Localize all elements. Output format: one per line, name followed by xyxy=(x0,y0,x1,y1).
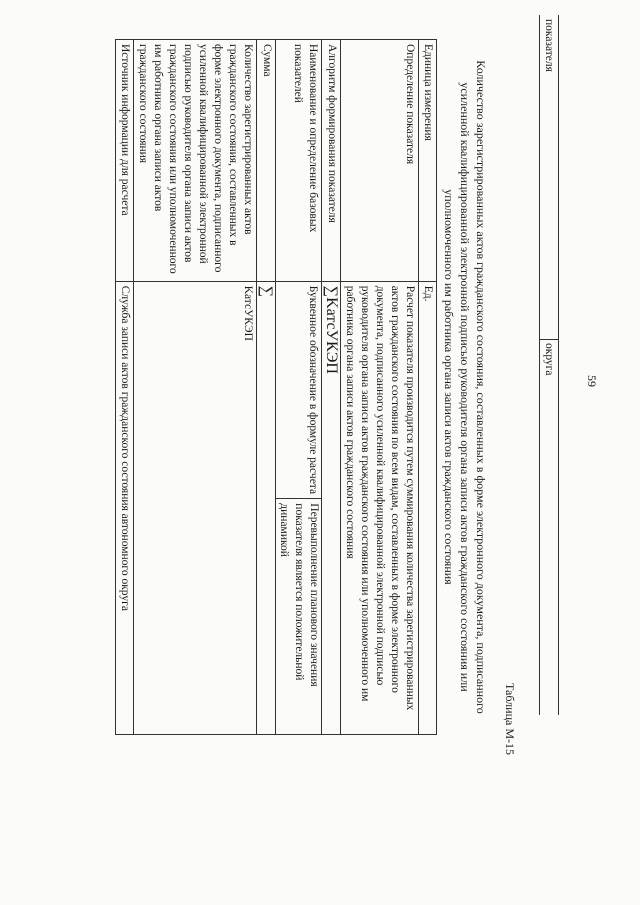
row-label: Наименование и определение базовых показателей xyxy=(276,40,322,282)
row-label: Определение показателя xyxy=(341,40,419,282)
row-label: Алгоритм формирования показателя xyxy=(322,40,341,282)
row-value: Ед. xyxy=(419,281,437,734)
indicator-table xyxy=(115,39,437,735)
table-row-count xyxy=(134,40,257,735)
note: Перевыполнение планового значения показателя является положительной динамикой xyxy=(276,499,321,734)
row-label: Источник информации для расчета xyxy=(116,40,134,282)
table-label: Таблица М-15 xyxy=(503,683,517,755)
row-value: Служба записи актов гражданского состояния автономного округа xyxy=(116,281,134,734)
rotated-content xyxy=(89,5,609,765)
row-label: Количество зарегистрированных актов гражданского состояния, составленных в форме электронного документа, подписанного усиленной квалифицированной электронной подписью руководителя органа записи актов гражданского состояния или уполномоченного им работника органа записи актов гражданского состояния xyxy=(134,40,257,282)
row-label: Сумма xyxy=(257,40,276,282)
table-row-algorithm xyxy=(322,40,341,735)
table-row-unit xyxy=(419,40,437,735)
table-row-sum xyxy=(257,40,276,735)
row-label: Единица измерения xyxy=(419,40,437,282)
formula: ∑KатсУКЭП xyxy=(322,281,341,734)
count-symbol: KатсУКЭП xyxy=(134,281,257,734)
row-value: Расчет показателя производится путем суммирования количества зарегистрированных актов гражданского состояния по всем видам, составленных в форме электронного документа, подписанного усиленной квалифицированной электронной подписью руководителя органа записи актов гражданского состояния или уполномоченного им работника органа записи актов гражданского состояния xyxy=(341,281,419,734)
page-number: 59 xyxy=(585,375,599,387)
sum-symbol: ∑ xyxy=(257,281,276,734)
table-row-definition xyxy=(341,40,419,735)
header-row xyxy=(539,15,559,715)
table-row-base-header xyxy=(276,40,322,735)
designation-header: Буквенное обозначение в формуле расчета xyxy=(307,285,319,495)
table-row-source xyxy=(116,40,134,735)
table-caption: Количество зарегистрированных актов гражданского состояния, составленных в форме электронного документа, подписанного усиленной квалифицированной электронной подписью руководителя органа записи актов гражданского состояния или уполномоченного им работника органа записи актов гражданского состояния xyxy=(442,60,488,714)
header-right-cell: округа xyxy=(543,343,555,376)
header-left-cell: показателя xyxy=(540,15,558,340)
